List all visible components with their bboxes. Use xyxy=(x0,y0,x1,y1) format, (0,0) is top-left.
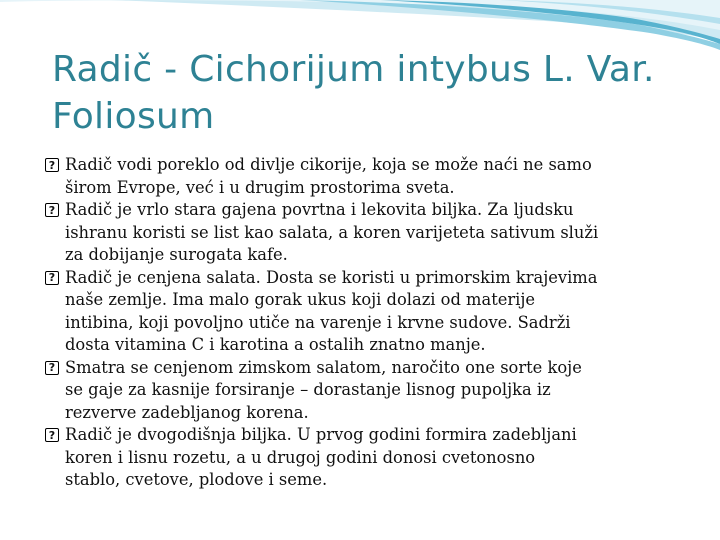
bullet-item xyxy=(44,357,684,425)
bullet-text-line: rezverve zadebljanog korena. xyxy=(65,402,309,422)
missing-glyph-bullet-icon: ? xyxy=(45,158,59,172)
bullet-list xyxy=(44,154,684,492)
bullet-item xyxy=(44,267,684,357)
bullet-text-line: naše zemlje. Ima malo gorak ukus koji dolazi od materije xyxy=(65,290,536,309)
bullet-item xyxy=(44,154,684,199)
missing-glyph-bullet-icon: ? xyxy=(45,428,59,442)
bullet-text-line: Radič je cenjena salata. Dosta se koristi u primorskim krajevima xyxy=(65,267,598,287)
bullet-text-line: ishranu koristi se list kao salata, a koren varijeteta sativum služi xyxy=(65,222,599,242)
bullet-item xyxy=(44,424,684,492)
bullet-text-line: Radič vodi poreklo od divlje cikorije, koja se može naći ne samo xyxy=(65,155,592,174)
bullet-item xyxy=(44,199,684,267)
missing-glyph-bullet-icon: ? xyxy=(45,203,59,217)
slide-title-line: Radič - Cichorijum intybus L. Var. xyxy=(52,49,655,90)
missing-glyph-bullet-icon: ? xyxy=(45,361,59,375)
bullet-text-line: širom Evrope, već i u drugim prostorima sveta. xyxy=(65,177,455,197)
slide-title-line: Foliosum xyxy=(52,96,215,137)
missing-glyph-bullet-icon: ? xyxy=(45,271,59,285)
bullet-text-line: Radič je dvogodišnja biljka. U prvog godini formira zadebljani xyxy=(65,425,577,444)
bullet-text-line: dosta vitamina C i karotina a ostalih znatno manje. xyxy=(65,335,486,354)
bullet-text-line: stablo, cvetove, plodove i seme. xyxy=(65,470,328,489)
bullet-text-line: za dobijanje surogata kafe. xyxy=(65,245,288,264)
bullet-text-line: koren i lisnu rozetu, a u drugoj godini donosi cvetonosno xyxy=(65,447,536,467)
slide-title xyxy=(52,46,692,140)
bullet-text-line: Radič je vrlo stara gajena povrtna i lekovita biljka. Za ljudsku xyxy=(65,200,574,219)
bullet-text-line: se gaje za kasnije forsiranje – dorastanje lisnog pupoljka iz xyxy=(65,380,551,399)
bullet-text-line: intibina, koji povoljno utiče na varenje i krvne sudove. Sadrži xyxy=(65,312,571,332)
bullet-text-line: Smatra se cenjenom zimskom salatom, naročito one sorte koje xyxy=(65,357,582,377)
